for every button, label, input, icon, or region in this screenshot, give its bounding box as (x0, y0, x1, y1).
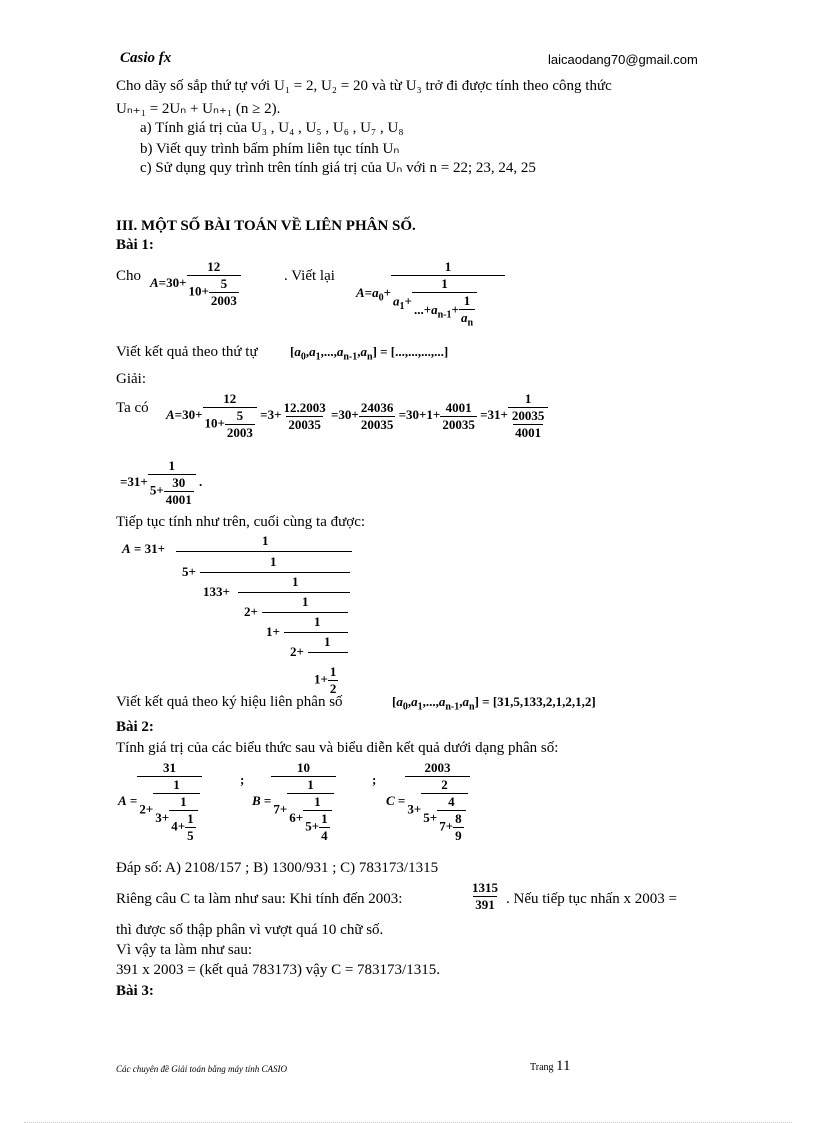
bai1-tieptuc: Tiếp tục tính như trên, cuối cùng ta được: (116, 514, 366, 530)
footer-page-label: Trang (530, 1062, 554, 1073)
formula-C-expr: C = 2003 3+ 2 5+ 4 7+ $\frac{8}{9}$ (386, 760, 470, 844)
cf-level-5: 2+ (290, 644, 304, 659)
cf-level-4: 1+ (266, 624, 280, 639)
bai1-vietlai: . Viết lại (284, 268, 335, 284)
cf-num-4: 1 (314, 614, 321, 629)
cf-result: [31,5,133,2,1,2,1,2] (492, 694, 596, 709)
cf-num-3: 1 (302, 594, 309, 609)
cf-level-6: 1+ $\frac{1}{2}$ (314, 664, 337, 696)
bai1-cho: Cho (116, 268, 142, 284)
bai2-vivay: Vì vậy ta làm như sau: (116, 942, 253, 958)
footer-page (530, 1058, 570, 1075)
formula-A-def: A=30+ 12 10+ $\frac{5}{2003}$ (150, 259, 241, 309)
formula-B-expr: B = 10 7+ 1 6+ 1 5+ $\frac{1}{4}$ (252, 760, 336, 844)
formula-derivation-step2: =31+ 1 5+ $\frac{30}{4001}$ . (120, 458, 203, 507)
footer-title: Các chuyên đề Giải toán bằng máy tính CASIO (116, 1064, 287, 1074)
cf-level-2: 133+ (203, 584, 230, 599)
bai1-taco: Ta có (116, 400, 149, 416)
intro-item-a: a) Tính giá trị của U₃ , U₄ , U₅ , U₆ , U₇ , U₈ (140, 120, 404, 136)
cf-num-0: 1 (262, 533, 269, 548)
bai1-vietketqua: Viết kết quả theo thứ tự (116, 344, 258, 360)
cf-level-3: 2+ (244, 604, 258, 619)
intro-line-1: Cho dãy số sắp thứ tự với U₁ = 2, U₂ = 20 và từ U₃ trở đi được tính theo công thức (116, 78, 612, 94)
bai2-rieng: Riêng câu C ta làm như sau: Khi tính đến 2003: (116, 891, 403, 907)
bai2-phep: 391 x 2003 = (kết quả 783173) vậy C = 783173/1315. (116, 962, 440, 978)
intro-line-2: Uₙ₊₁ = 2Uₙ + Uₙ₊₁ (n ≥ 2). (116, 101, 281, 117)
formula-derivation: A=30+ 12 10+ $\frac{5}{2003}$ =3+ $\frac{12.2003}{20035}$ =30+ $\frac{24036}{20035}$ =30+1+ $\frac{4001}{20035}$ =31+ $\frac{1}{\frac{20035}{4001}}$ (166, 391, 548, 441)
bai1-label: Bài 1: (116, 237, 154, 253)
bai3-label: Bài 3: (116, 983, 154, 999)
bai2-rieng-tail: . Nếu tiếp tục nhấn x 2003 = (506, 891, 677, 907)
bai2-dapso: Đáp số: A) 2108/157 ; B) 1300/931 ; C) 783173/1315 (116, 860, 439, 876)
sep-1: ; (240, 772, 245, 787)
bai2-prompt: Tính giá trị của các biểu thức sau và biểu diễn kết quả dưới dạng phân số: (116, 740, 559, 756)
cf-level-1: 5+ (182, 564, 196, 579)
bai2-label: Bài 2: (116, 719, 154, 735)
bai1-giai: Giải: (116, 371, 146, 387)
bai1-ketqua-label: Viết kết quả theo ký hiệu liên phân số (116, 694, 343, 710)
cf-num-5: 1 (324, 634, 331, 649)
sep-2: ; (372, 772, 377, 787)
formula-order-notation: $[a_0,a_1,...,a_{n-1},a_n]$ = [...,...,...,...] (290, 344, 449, 363)
cf-num-1: 1 (270, 554, 277, 569)
section-title: III. MỘT SỐ BÀI TOÁN VỀ LIÊN PHÂN SỐ. (116, 218, 416, 234)
footer-page-number: 11 (556, 1058, 571, 1074)
formula-A-expr: A = 31 2+ 1 3+ 1 4+ $\frac{1}{5}$ (118, 760, 202, 844)
header-email: laicaodang70@gmail.com (548, 52, 698, 67)
formula-1315-391: $\frac{1315}{391}$ (472, 880, 498, 912)
formula-general-cf: $A=a_0+$ 1 $a_1+$ 1 $...+a_{n-1}+$ $\frac{1}{a_n}$ (356, 259, 505, 329)
cf-level-0: A = 31+ (122, 541, 165, 556)
header-title: Casio fx (120, 50, 172, 66)
cf-num-2: 1 (292, 574, 299, 589)
formula-result-notation: $[a_0,a_1,...,a_{n-1},a_n] = [31,5,133,2,1,2,1,2]$ (392, 694, 596, 713)
intro-item-c: c) Sử dụng quy trình trên tính giá trị của Uₙ với n = 22; 23, 24, 25 (140, 160, 536, 176)
bai2-thiduoc: thì được số thập phân vì vượt quá 10 chữ số. (116, 922, 384, 938)
intro-item-b: b) Viết quy trình bấm phím liên tục tính Uₙ (140, 141, 400, 157)
